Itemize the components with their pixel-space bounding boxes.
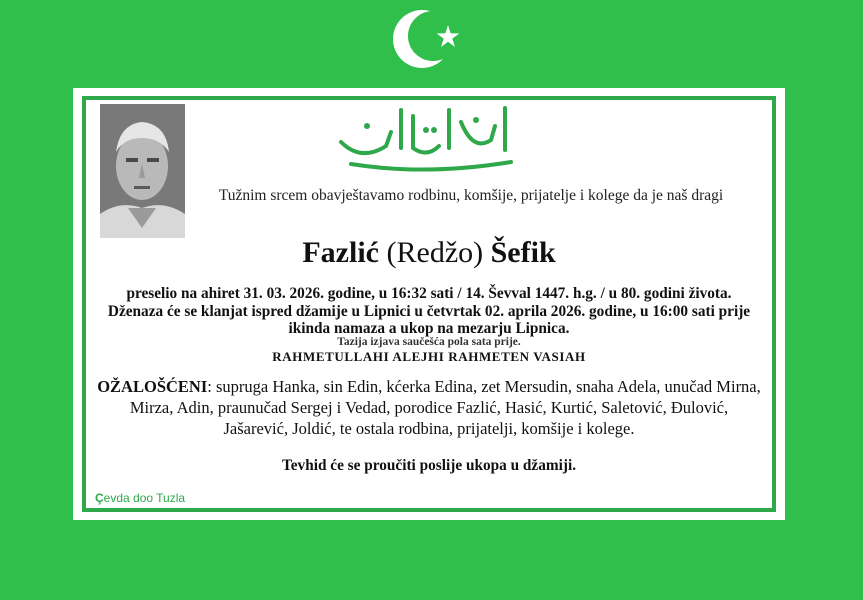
condolence-note: Tazija izjava saučešća pola sata prije. xyxy=(337,336,521,348)
mourners-label: OŽALOŠĆENI xyxy=(97,377,208,396)
mourners-list xyxy=(97,376,761,439)
deceased-surname: Fazlić xyxy=(302,236,379,269)
tevhid-note: Tevhid će se proučiti poslije ukopa u džamiji. xyxy=(281,457,577,474)
arabic-calligraphy xyxy=(331,102,521,176)
deceased-nickname: (Redžo) xyxy=(386,236,484,269)
funeral-details: preselio na ahiret 31. 03. 2026. godine, u 16:32 sati / 14. Ševval 1447. h.g. / u 80. godini života. Dženaza će se klanjat ispred džamije u Lipnici u četvrtak 02. aprila 2026. godine, u 16:00 sati prije ikinda namaza a ukop na mezarju Lipnica. xyxy=(107,285,751,337)
death-notice-card xyxy=(73,88,785,520)
deceased-given-name: Šefik xyxy=(490,236,556,269)
intro-text: Tužnim srcem obavještavamo rodbinu, komšije, prijatelje i kolege da je naš dragi xyxy=(218,187,724,204)
footer-brand xyxy=(95,491,185,505)
crescent-star-icon xyxy=(392,6,464,72)
brand-text: evda doo Tuzla xyxy=(103,491,186,505)
mourners-text: : supruga Hanka, sin Edin, kćerka Edina, zet Mersudin, snaha Adela, unučad Mirna, Mirza, Adin, praunučad Sergej i Vedad, porodice Fazlić, Hasić, Kurtić, Saletović, Đulović, Jašarević, Joldić, te ostala rodbina, prijatelji, komšije i kolege. xyxy=(129,377,761,438)
deceased-name xyxy=(73,236,785,270)
portrait-photo xyxy=(100,104,185,238)
brand-logo-mark: Ç xyxy=(95,491,104,505)
prayer-line: RAHMETULLAHI ALEJHI RAHMETEN VASIAH xyxy=(272,349,586,364)
